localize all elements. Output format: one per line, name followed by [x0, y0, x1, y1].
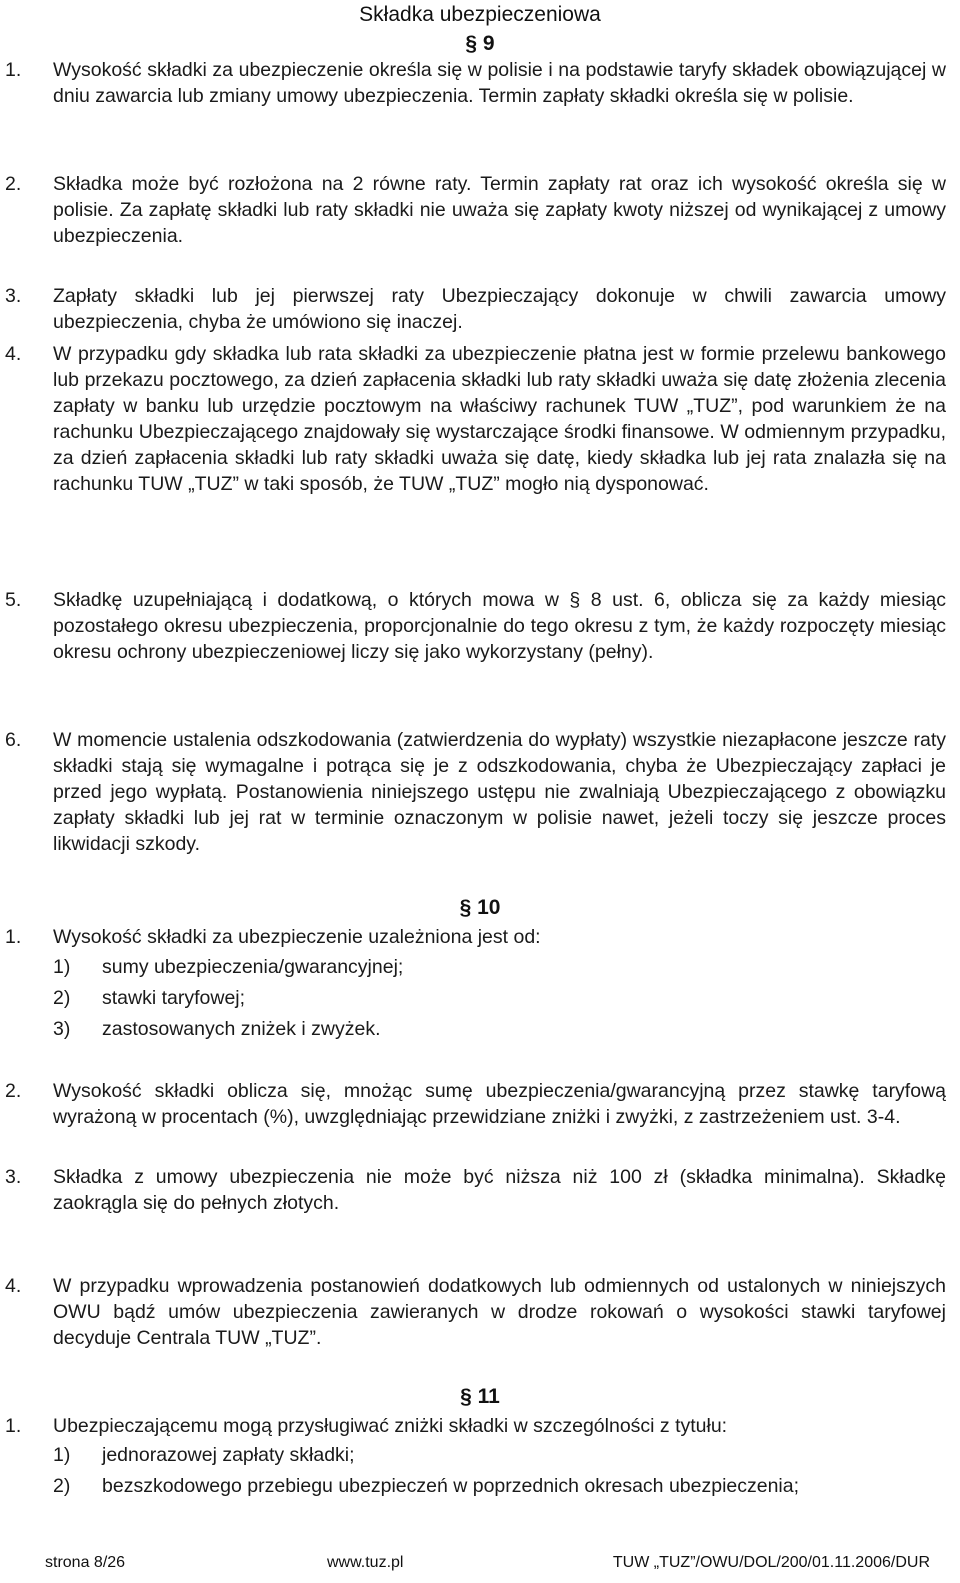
- item-number: 1.: [5, 59, 22, 81]
- item-number: 1.: [5, 926, 22, 948]
- subitem-number: 2): [53, 987, 71, 1009]
- item-number: 3.: [5, 1166, 22, 1188]
- item-text: Wysokość składki za ubezpieczenie uzależniona jest od:: [53, 926, 541, 948]
- section-9-heading: § 9: [465, 32, 495, 55]
- item-number: 1.: [5, 1415, 22, 1437]
- section-10-heading: § 10: [459, 896, 501, 919]
- subitem-number: 1): [53, 956, 71, 978]
- subitem-number: 3): [53, 1018, 71, 1040]
- item-text: W przypadku gdy składka lub rata składki za ubezpieczenie płatna jest w formie przelewu bankowego lub przekazu pocztowego, za dzień zapłacenia składki lub raty składki uważa się datę złożenia zlecenia zapłaty w banku lub urzędzie pocztowym na właściwy rachunek TUW „TUZ”, pod warunkiem że na rachunku Ubezpieczającego znajdowały się wystarczające środki finansowe. W odmiennym przypadku, za dzień zapłacenia składki lub raty składki uważa się datę, kiedy składka lub jej rata znalazła się na rachunku TUW „TUZ” w taki sposób, że TUW „TUZ” mogło nią dysponować.: [53, 343, 946, 495]
- subitem-text: zastosowanych zniżek i zwyżek.: [102, 1018, 381, 1040]
- item-number: 3.: [5, 285, 22, 307]
- section-11-heading: § 11: [460, 1385, 500, 1408]
- subitem-text: stawki taryfowej;: [102, 987, 246, 1009]
- item-number: 5.: [5, 589, 22, 611]
- item-text: Ubezpieczającemu mogą przysługiwać zniżki składki w szczególności z tytułu:: [53, 1415, 728, 1437]
- item-text: Składka może być rozłożona na 2 równe raty. Termin zapłaty rat oraz ich wysokość określa się w polisie. Za zapłatę składki lub raty składki nie uważa się zapłaty kwoty niższej od wynikającej z umowy ubezpieczenia.: [53, 173, 946, 247]
- subitem-text: sumy ubezpieczenia/gwarancyjnej;: [102, 956, 404, 978]
- item-number: 4.: [5, 1275, 22, 1297]
- item-text: Zapłaty składki lub jej pierwszej raty Ubezpieczający dokonuje w chwili zawarcia umowy ubezpieczenia, chyba że umówiono się inaczej.: [53, 285, 946, 333]
- item-number: 4.: [5, 343, 22, 365]
- item-number: 2.: [5, 173, 22, 195]
- item-text: Składkę uzupełniającą i dodatkową, o których mowa w § 8 ust. 6, oblicza się za każdy miesiąc pozostałego okresu ubezpieczenia, proporcjonalnie do tego okresu z tym, że każdy rozpoczęty miesiąc okresu ochrony ubezpieczeniowej liczy się jako wykorzystany (pełny).: [53, 589, 946, 663]
- item-text: Wysokość składki oblicza się, mnożąc sumę ubezpieczenia/gwarancyjną przez stawkę taryfową wyrażoną w procentach (%), uwzględniając przewidziane zniżki i zwyżki, z zastrzeżeniem ust. 3-4.: [53, 1080, 946, 1128]
- subitem-text: jednorazowej zapłaty składki;: [102, 1444, 355, 1466]
- item-number: 2.: [5, 1080, 22, 1102]
- footer-page-number: strona 8/26: [45, 1554, 126, 1571]
- item-text: Wysokość składki za ubezpieczenie określa się w polisie i na podstawie taryfy składek obowiązującej w dniu zawarcia lub zmiany umowy ubezpieczenia. Termin zapłaty składki określa się w polisie.: [53, 59, 946, 107]
- item-number: 6.: [5, 729, 22, 751]
- item-text: W przypadku wprowadzenia postanowień dodatkowych lub odmiennych od ustalonych w niniejszych OWU bądź umów ubezpieczenia zawieranych w drodze rokowań o wysokości stawki taryfowej decyduje Centrala TUW „TUZ”.: [53, 1275, 946, 1349]
- page-title: Składka ubezpieczeniowa: [359, 3, 601, 26]
- subitem-number: 1): [53, 1444, 71, 1466]
- footer-document-code: TUW „TUZ”/OWU/DOL/200/01.11.2006/DUR: [612, 1554, 930, 1571]
- item-text: Składka z umowy ubezpieczenia nie może być niższa niż 100 zł (składka minimalna). Składkę zaokrągla się do pełnych złotych.: [53, 1166, 946, 1214]
- item-text: W momencie ustalenia odszkodowania (zatwierdzenia do wypłaty) wszystkie niezapłacone jeszcze raty składki stają się wymagalne i potrąca się je z odszkodowania, chyba że Ubezpieczający zapłaci je przed jego wypłatą. Postanowienia niniejszego ustępu nie zwalniają Ubezpieczającego z obowiązku zapłaty składki lub jej rat w terminie oznaczonym w polisie nawet, jeżeli toczy się jeszcze proces likwidacji szkody.: [53, 729, 946, 855]
- subitem-text: bezszkodowego przebiegu ubezpieczeń w poprzednich okresach ubezpieczenia;: [102, 1475, 800, 1497]
- subitem-number: 2): [53, 1475, 71, 1497]
- footer-website: www.tuz.pl: [327, 1554, 404, 1571]
